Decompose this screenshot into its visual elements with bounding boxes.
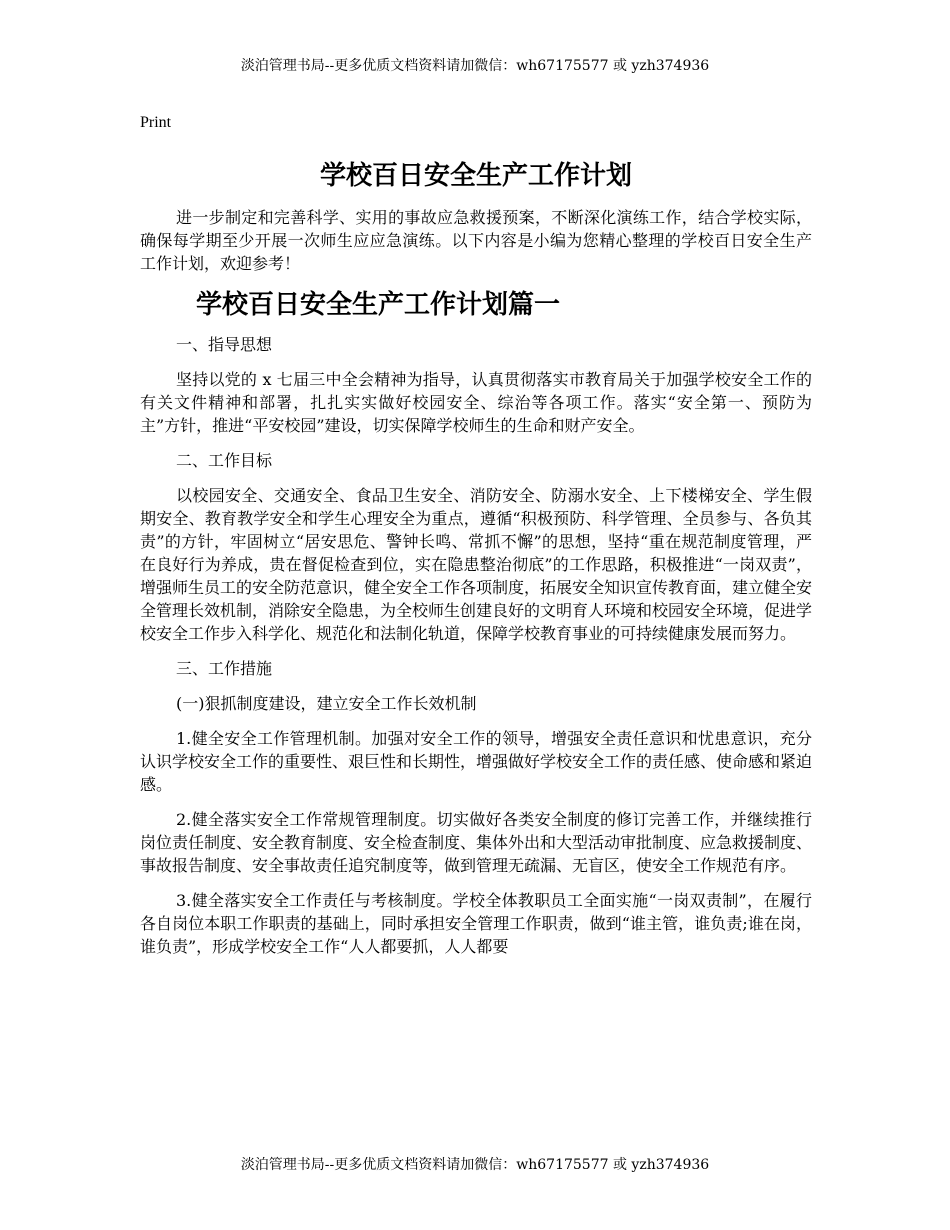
paragraph: 2.健全落实安全工作常规管理制度。切实做好各类安全制度的修订完善工作，并继续推行岗位责任制度、安全教育制度、安全检查制度、集体外出和大型活动审批制度、应急救援制度、事故报告制度、安全事故责任追究制度等，做到管理无疏漏、无盲区，使安全工作规范有序。	[140, 810, 813, 875]
paragraph: 3.健全落实安全工作责任与考核制度。学校全体教职员工全面实施“一岗双责制”，在履行各自岗位本职工作职责的基础上，同时承担安全管理工作职责，做到“谁主管，谁负责;谁在岗，谁负责”，形成学校安全工作“人人都要抓，人人都要	[140, 891, 812, 956]
paragraph: 坚持以党的 x 七届三中全会精神为指导，认真贯彻落实市教育局关于加强学校安全工作的有关文件精神和部署，扎扎实实做好校园安全、综治等各项工作。落实“安全第一、预防为主”方针，推进“平安校园”建设，切实保障学校师生的生命和财产安全。	[140, 370, 812, 435]
document-body	[140, 112, 812, 970]
page-footer: 淡泊管理书局--更多优质文档资料请加微信：wh67175577 或 yzh374936	[240, 1157, 710, 1173]
heading-work-goals: 二、工作目标	[176, 451, 273, 470]
subheading-system-building: (一)狠抓制度建设，建立安全工作长效机制	[176, 694, 477, 713]
document-title: 学校百日安全生产工作计划	[319, 161, 632, 191]
intro-paragraph: 进一步制定和完善科学、实用的事故应急救援预案，不断深化演练工作，结合学校实际，确保每学期至少开展一次师生应应急演练。以下内容是小编为您精心整理的学校百日安全生产 工作计划，欢迎参考！	[140, 208, 812, 273]
print-label: Print	[140, 114, 172, 131]
paragraph: 1.健全安全工作管理机制。加强对安全工作的领导，增强安全责任意识和忧患意识，充分认识学校安全工作的重要性、艰巨性和长期性，增强做好学校安全工作的责任感、使命感和紧迫感。	[140, 729, 813, 794]
section-title: 学校百日安全生产工作计划篇一	[196, 290, 561, 320]
page-header: 淡泊管理书局--更多优质文档资料请加微信：wh67175577 或 yzh374936	[240, 58, 710, 74]
heading-guiding-thought: 一、指导思想	[176, 335, 273, 354]
heading-work-measures: 三、工作措施	[176, 659, 273, 678]
paragraph: 以校园安全、交通安全、食品卫生安全、消防安全、防溺水安全、上下楼梯安全、学生假期安全、教育教学安全和学生心理安全为重点，遵循“积极预防、科学管理、全员参与、各负其责”的方针，牢固树立“居安思危、警钟长鸣、常抓不懈”的思想，坚持“重在规范制度管理，严在良好行为养成，贵在督促检查到位，实在隐患整治彻底”的工作思路，积极推进“一岗双责”，增强师生员工的安全防范意识，健全安全工作各项制度，拓展安全知识宣传教育面，建立健全安全管理长效机制，消除安全隐患，为全校师生创建良好的文明育人环境和校园安全环境，促进学校安全工作步入科学化、规范化和法制化轨道，保障学校教育事业的可持续健康发展而努力。	[140, 486, 813, 643]
